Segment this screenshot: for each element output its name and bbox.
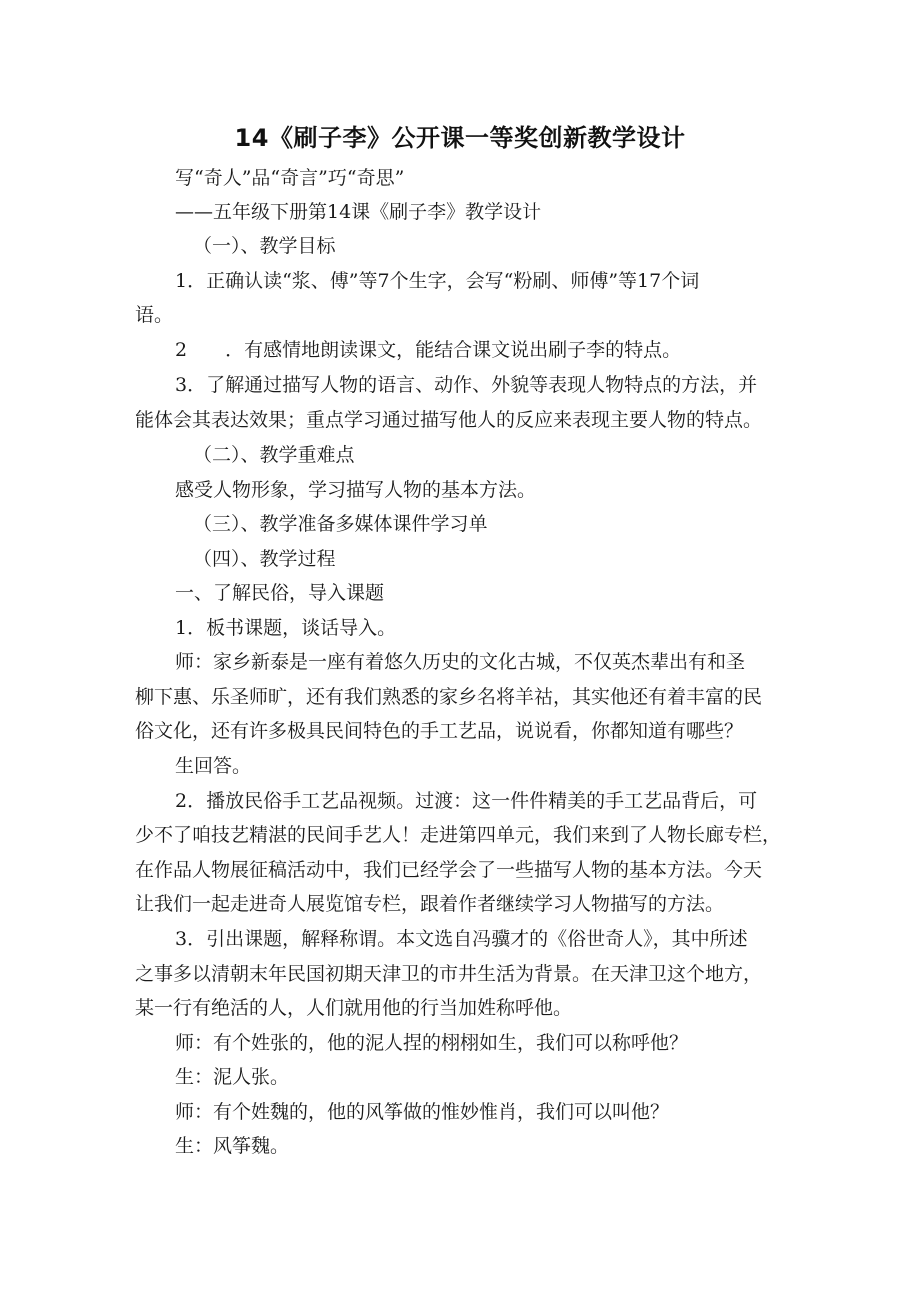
paragraph-line: 一、了解民俗，导入课题	[175, 582, 385, 604]
paragraph-line: 师：有个姓魏的，他的风筝做的惟妙惟肖，我们可以叫他？	[175, 1101, 670, 1123]
paragraph-line: 2 ．有感情地朗读课文，能结合课文说出刷子李的特点。	[175, 339, 682, 361]
paragraph-line: 师：家乡新泰是一座有着悠久历史的文化古城，不仅英杰辈出有和圣	[175, 651, 746, 673]
section-heading: （二）、教学重难点	[193, 444, 355, 466]
paragraph-line: 在作品人物展征稿活动中，我们已经学会了一些描写人物的基本方法。今天	[135, 859, 763, 881]
subtitle-line: 写“奇人”品“奇言”巧“奇思”	[175, 167, 405, 189]
paragraph-line: 生回答。	[175, 755, 252, 777]
paragraph-line: 能体会其表达效果；重点学习通过描写他人的反应来表现主要人物的特点。	[135, 409, 763, 431]
paragraph-line: 柳下惠、乐圣师旷，还有我们熟悉的家乡名将羊祜，其实他还有着丰富的民	[135, 686, 763, 708]
paragraph-line: 俗文化，还有许多极具民间特色的手工艺品，说说看，你都知道有哪些？	[135, 720, 744, 742]
paragraph-line: 1．板书课题，谈话导入。	[175, 617, 397, 639]
paragraph-line: 让我们一起走进奇人展览馆专栏，跟着作者继续学习人物描写的方法。	[135, 893, 725, 915]
subtitle-line: ——五年级下册第14课《刷子李》教学设计	[175, 201, 542, 223]
section-heading: （四）、教学过程	[193, 548, 336, 570]
paragraph-line: 生：风筝魏。	[175, 1135, 290, 1157]
paragraph-line: 感受人物形象，学习描写人物的基本方法。	[175, 479, 537, 501]
paragraph-line: 3．引出课题，解释称谓。本文选自冯骥才的《俗世奇人》，其中所述	[175, 928, 748, 950]
paragraph-line: 2．播放民俗手工艺品视频。过渡：这一件件精美的手工艺品背后，可	[175, 790, 758, 812]
section-heading: （一）、教学目标	[193, 235, 336, 257]
paragraph-line: 1．正确认读“浆、傅”等7个生字，会写“粉刷、师傅”等17个词	[175, 270, 700, 292]
paragraph-line: 语。	[135, 304, 174, 326]
section-heading: （三）、教学准备多媒体课件学习单	[193, 513, 488, 535]
paragraph-line: 师：有个姓张的，他的泥人捏的栩栩如生，我们可以称呼他？	[175, 1032, 689, 1054]
document-title: 14《刷子李》公开课一等奖创新教学设计	[234, 124, 686, 152]
paragraph-line: 之事多以清朝末年民国初期天津卫的市井生活为背景。在天津卫这个地方，	[135, 963, 763, 985]
paragraph-line: 生：泥人张。	[175, 1066, 290, 1088]
paragraph-line: 3．了解通过描写人物的语言、动作、外貌等表现人物特点的方法，并	[175, 374, 758, 396]
paragraph-line: 某一行有绝活的人，人们就用他的行当加姓称呼他。	[135, 997, 573, 1019]
paragraph-line: 少不了咱技艺精湛的民间手艺人！走进第四单元，我们来到了人物长廊专栏，	[135, 824, 782, 846]
